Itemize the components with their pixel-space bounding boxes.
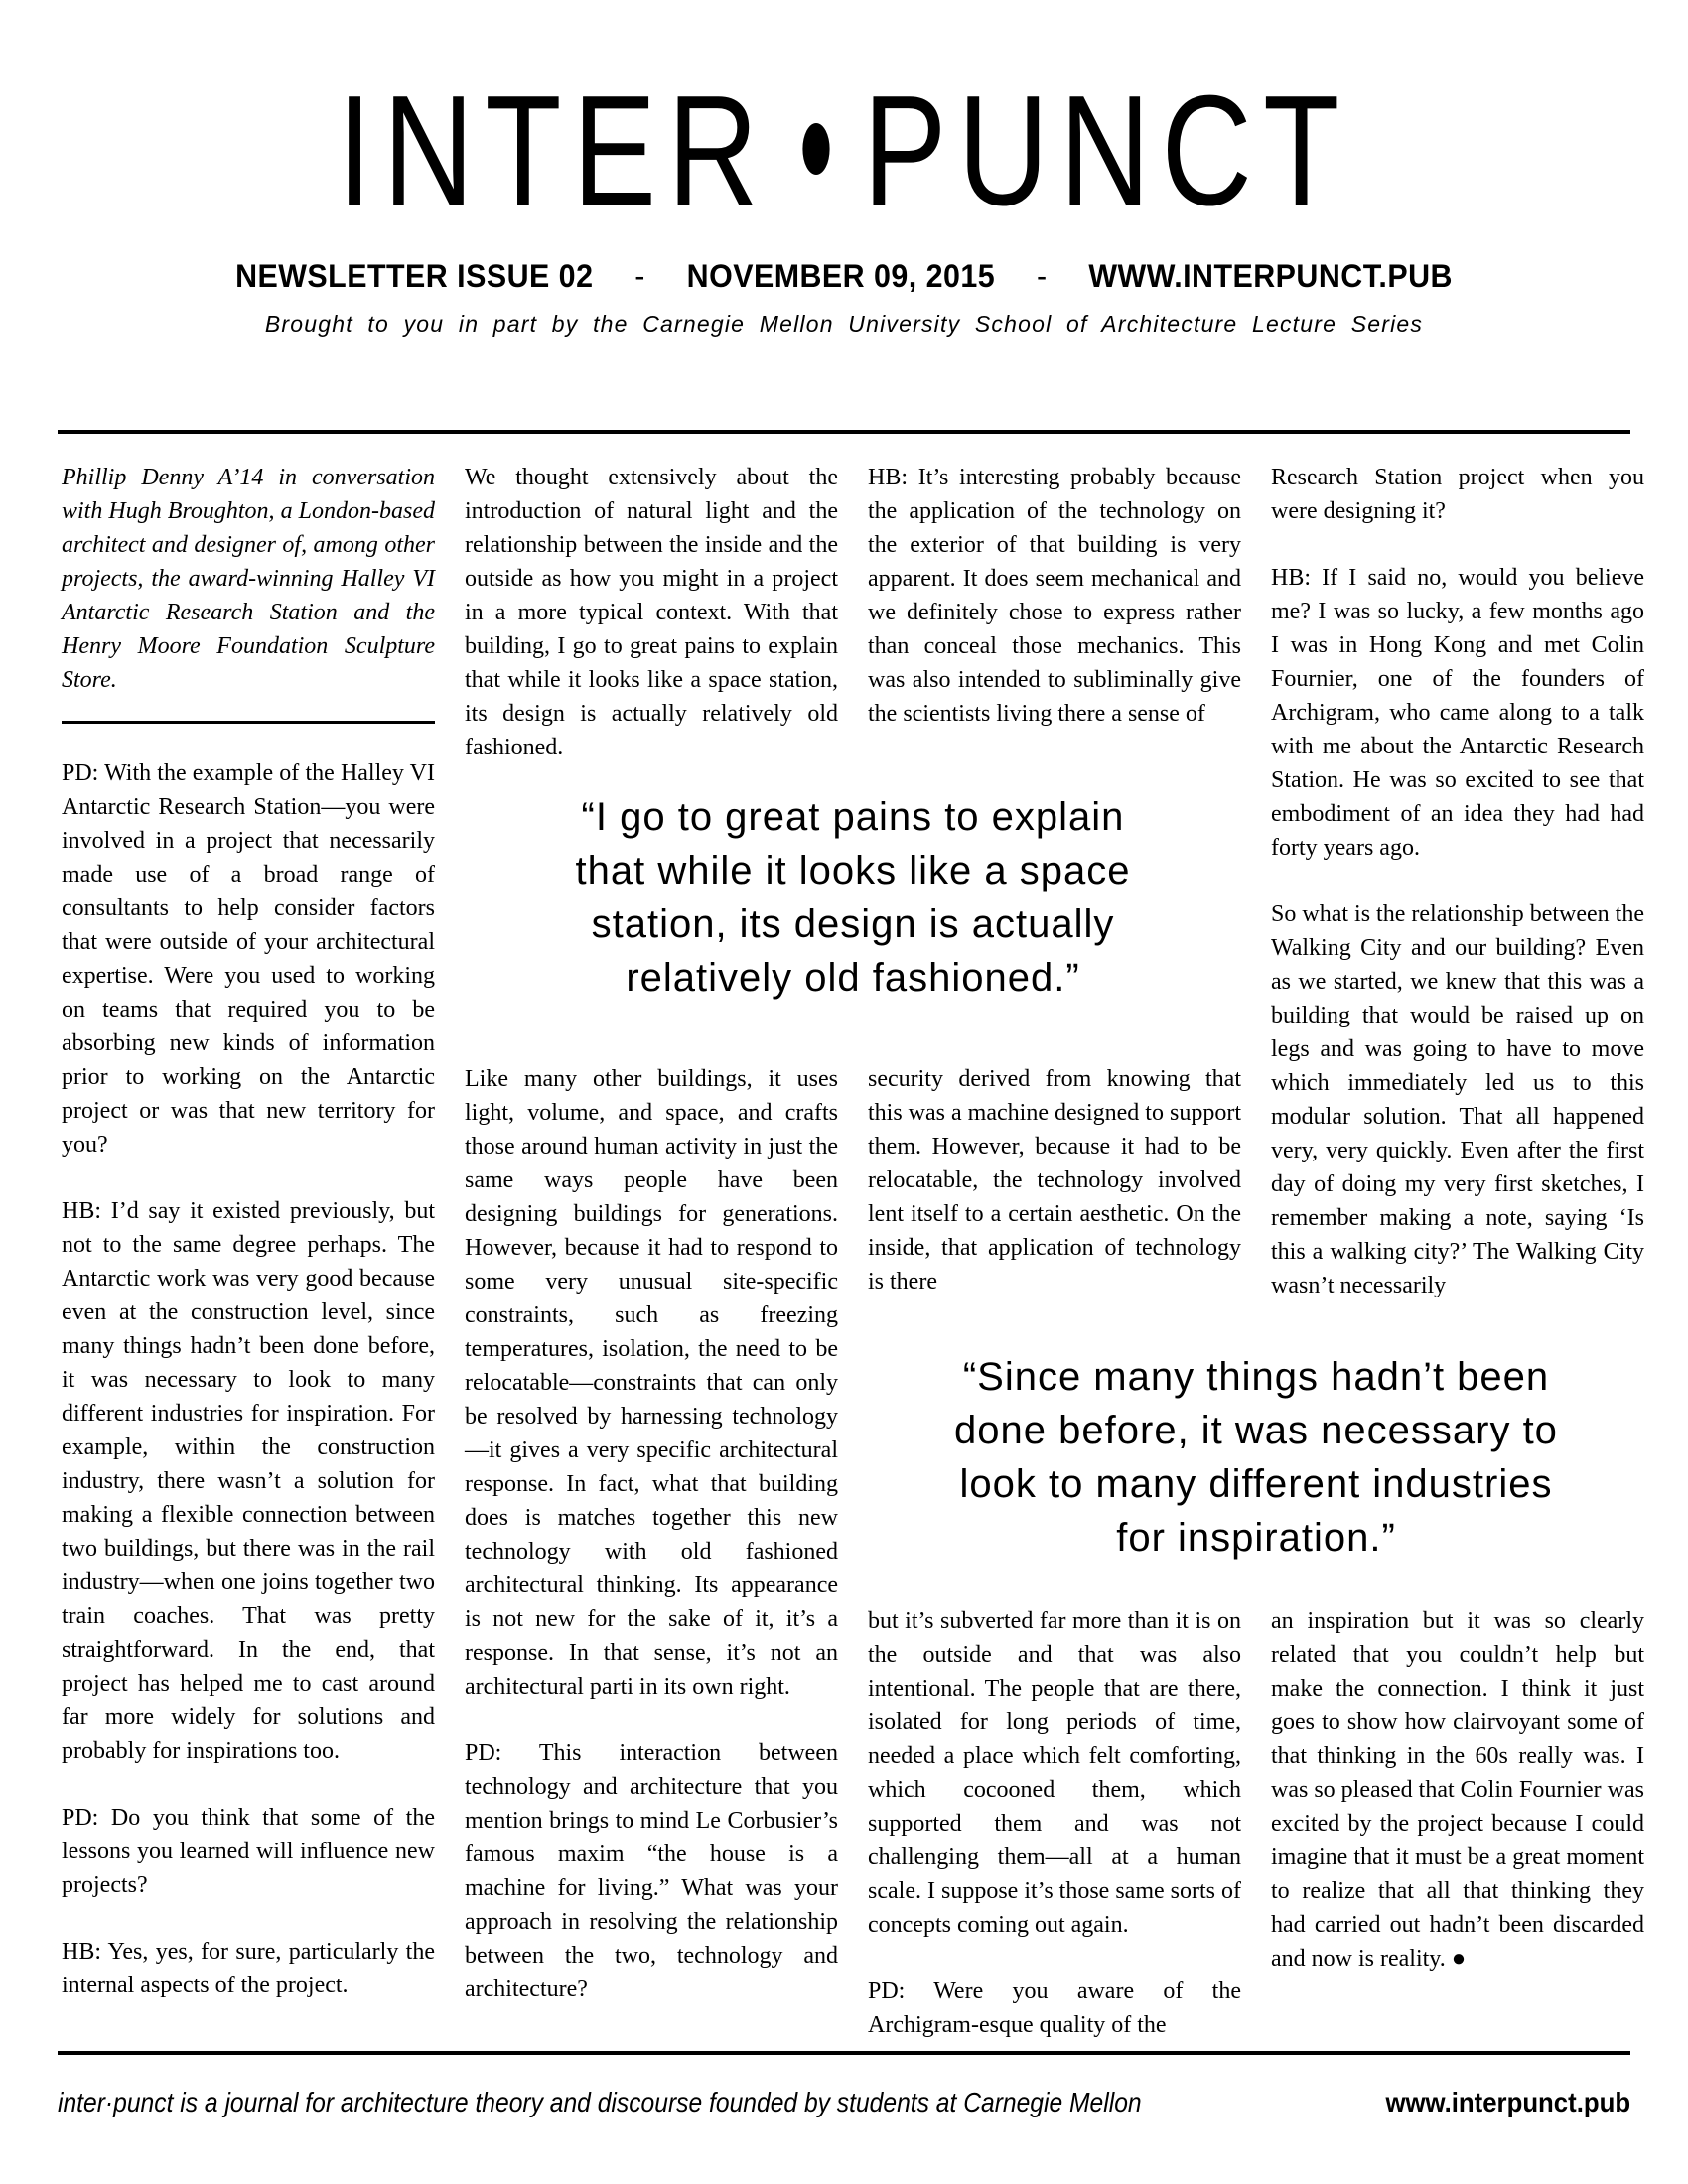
- footer-journal-description: inter·punct is a journal for architecture theory and discourse founded by students at Carnegie Mellon: [58, 2087, 1142, 2117]
- body-paragraph: Research Station project when you were designing it?: [1271, 465, 1644, 524]
- pull-quote-line: “Since many things hadn’t been: [962, 1355, 1550, 1399]
- column-4-bottom-text: [1271, 1604, 1644, 1976]
- top-rule: [58, 430, 1630, 434]
- pull-quote-line: done before, it was necessary to: [954, 1409, 1558, 1452]
- pull-quote-line: station, its design is actually: [591, 902, 1115, 946]
- intro-paragraph: Phillip Denny A’14 in conversation with Hugh Broughton, a London-based architect and designer of, among other projects, the award-winning Halley VI Antarctic Research Station and the Henry Moore Foundation Sculpture Store.: [62, 465, 435, 693]
- interpunct-dot-icon: [802, 123, 829, 175]
- intro-divider-rule: [62, 721, 435, 724]
- issue-number: NEWSLETTER ISSUE 02: [235, 258, 594, 294]
- bottom-rule: [58, 2051, 1630, 2055]
- masthead-website-url: WWW.INTERPUNCT.PUB: [1088, 258, 1453, 294]
- issue-date: NOVEMBER 09, 2015: [686, 258, 996, 294]
- masthead-logo-right: PUNCT: [863, 64, 1351, 238]
- qa-paragraph: HB: Yes, yes, for sure, particularly the internal aspects of the project.: [62, 1939, 435, 1998]
- pull-quote-line: relatively old fashioned.”: [626, 956, 1080, 1000]
- column-3-top-text: [868, 461, 1241, 731]
- body-paragraph: HB: It’s interesting probably because the application of the technology on the exterior of that building is very apparent. It does seem mechanical and we definitely chose to express rather than conceal those mechanics. This was also intended to subliminally give the scientists living there a sense of: [868, 465, 1241, 727]
- column-2-top-text: [465, 461, 838, 764]
- masthead-logo: [169, 64, 1519, 238]
- column-2-bottom-text: [465, 1062, 838, 2006]
- body-paragraph: So what is the relationship between the Walking City and our building? Even as we started, we knew that this was a building that would be raised up on legs and was going to have to move which immediately led us to this modular solution. That all happened very, very quickly. Even after the first day of doing my very first sketches, I remember making a note, saying ‘Is this a walking city?’ The Walking City wasn’t necessarily: [1271, 901, 1644, 1298]
- masthead-tagline: Brought to you in part by the Carnegie Mellon University School of Architecture Lecture Series: [264, 311, 1424, 337]
- body-paragraph: We thought extensively about the introduction of natural light and the relationship between the inside and the outside as how you might in a project in a more typical context. With that building, I go to great pains to explain that while it looks like a space station, its design is actually relatively old fashioned.: [465, 465, 838, 760]
- pull-quote-line: “I go to great pains to explain: [581, 795, 1125, 839]
- qa-paragraph: PD: Do you think that some of the lessons you learned will influence new projects?: [62, 1805, 435, 1898]
- qa-paragraph: HB: I’d say it existed previously, but not to the same degree perhaps. The Antarctic work was very good because even at the construction level, since many things hadn’t been done before, it was necessary to look to many different industries for inspiration. For example, within the construction industry, there wasn’t a solution for making a flexible connection between two buildings, but there was in the rail industry—when one joins together two train coaches. That was pretty straightforward. In the end, that project has helped me to cast around far more widely for solutions and probably for inspirations too.: [62, 1198, 435, 1764]
- column-3-bottom-text: [868, 1604, 1241, 2042]
- body-paragraph: but it’s subverted far more than it is on the outside and that was also intentional. The people that are there, isolated for long periods of time, needed a place which felt comforting, which cocooned them, which supported them and was not challenging them—all at a human scale. I suppose it’s those same sorts of concepts coming out again.: [868, 1608, 1241, 1938]
- pull-quote-line: that while it looks like a space: [575, 849, 1131, 892]
- qa-paragraph: HB: If I said no, would you believe me? I was so lucky, a few months ago I was in Hong Kong and met Colin Fournier, one of the founders of Archigram, who came along to a talk with me about the Antarctic Research Station. He was so excited to see that embodiment of an idea they had had forty years ago.: [1271, 565, 1644, 861]
- body-paragraph: Like many other buildings, it uses light, volume, and space, and crafts those around human activity in just the same ways people have been designing buildings for generations. However, because it had to respond to some very unusual site-specific constraints, such as freezing temperatures, isolation, the need to be relocatable—constraints that can only be resolved by harnessing technology—it gives a very specific architectural response. In fact, what that building does is matches together this new technology with old fashioned architectural thinking. Its appearance is not new for the sake of it, it’s a response. In that sense, it’s not an architectural parti in its own right.: [465, 1066, 838, 1700]
- pull-quote-1: [465, 790, 1241, 1005]
- column-4-top-text: [1271, 461, 1644, 1302]
- separator-dash: -: [1036, 258, 1048, 294]
- footer-website-url: www.interpunct.pub: [1385, 2087, 1630, 2117]
- qa-paragraph: PD: With the example of the Halley VI Antarctic Research Station—you were involved in a project that necessarily made use of a broad range of consultants to help consider factors that were outside of your architectural expertise. Were you used to working on teams that required you to be absorbing new kinds of information prior to working on the Antarctic project or was that new territory for you?: [62, 760, 435, 1158]
- separator-dash: -: [634, 258, 645, 294]
- pull-quote-2: [868, 1350, 1644, 1565]
- pull-quote-line: for inspiration.”: [1116, 1516, 1396, 1560]
- page-footer: [58, 2087, 1630, 2118]
- qa-paragraph: PD: This interaction between technology and architecture that you mention brings to mind Le Corbusier’s famous maxim “the house is a machine for living.” What was your approach in resolving the relationship between the two, technology and architecture?: [465, 1740, 838, 2002]
- body-paragraph: security derived from knowing that this was a machine designed to support them. However, because it had to be relocatable, the technology involved lent itself to a certain aesthetic. On the inside, that application of technology is there: [868, 1066, 1241, 1295]
- pull-quote-line: look to many different industries: [959, 1462, 1553, 1506]
- column-3-middle-text: [868, 1062, 1241, 1298]
- masthead-logo-left: INTER: [337, 64, 770, 238]
- qa-paragraph: PD: Were you aware of the Archigram-esque quality of the: [868, 1979, 1241, 2038]
- body-paragraph: an inspiration but it was so clearly related that you couldn’t help but make the connection. I think it just goes to show how clairvoyant some of that thinking in the 60s really was. I was so pleased that Colin Fournier was excited by the project because I could imagine that it must be a great moment to realize that all that thinking they had carried out hadn’t been discarded and now is reality. ●: [1271, 1608, 1644, 1972]
- issue-line: [43, 258, 1646, 295]
- column-1-text: [62, 756, 435, 2002]
